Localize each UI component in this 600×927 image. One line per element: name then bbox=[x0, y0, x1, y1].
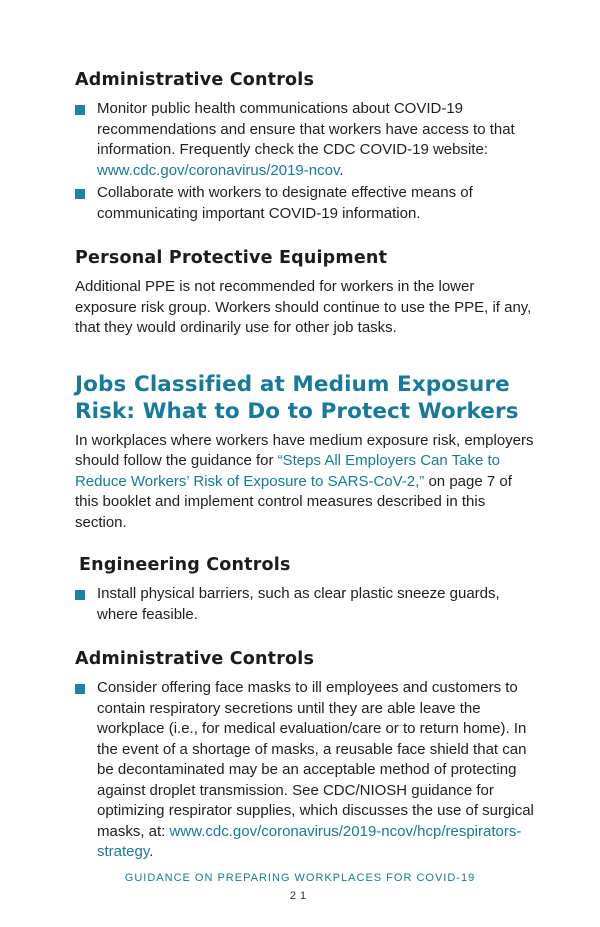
admin-controls-list-2 bbox=[75, 678, 535, 863]
cdc-covid-link[interactable]: www.cdc.gov/coronavirus/2019-ncov bbox=[97, 161, 340, 179]
list-item-text: Collaborate with workers to designate effective means of communicating important COVID-19 information. bbox=[97, 184, 473, 222]
ppe-heading: Personal Protective Equipment bbox=[75, 248, 388, 268]
square-bullet-icon bbox=[75, 189, 85, 199]
medium-risk-heading: Jobs Classified at Medium Exposure Risk: What to Do to Protect Workers bbox=[75, 371, 519, 424]
list-item bbox=[75, 584, 535, 625]
engineering-controls-list bbox=[75, 584, 535, 625]
list-item-text: Install physical barriers, such as clear plastic sneeze guards, where feasible. bbox=[97, 585, 500, 623]
list-item-text-end: . bbox=[339, 161, 344, 179]
list-item bbox=[75, 183, 535, 224]
list-item bbox=[75, 678, 535, 863]
ppe-paragraph: Additional PPE is not recommended for workers in the lower exposure risk group. Workers should continue to use the PPE, if any, that they would ordinarily use for other job tasks. bbox=[75, 278, 532, 336]
engineering-controls-heading: Engineering Controls bbox=[79, 555, 291, 575]
square-bullet-icon bbox=[75, 590, 85, 600]
admin-controls-list bbox=[75, 99, 535, 224]
square-bullet-icon bbox=[75, 684, 85, 694]
footer-title: GUIDANCE ON PREPARING WORKPLACES FOR COVID-19 bbox=[124, 872, 476, 884]
steps-all-employers-link[interactable]: “Steps All Employers Can Take to Reduce Workers’ Risk of Exposure to SARS-CoV-2,” bbox=[75, 452, 500, 490]
list-item bbox=[75, 99, 535, 181]
medium-risk-paragraph bbox=[75, 431, 535, 534]
list-item-text-end: . bbox=[149, 843, 154, 860]
square-bullet-icon bbox=[75, 105, 85, 115]
list-item-text: Consider offering face masks to ill employees and customers to contain respiratory secretions until they are able leave the workplace (i.e., for medical evaluation/care or to return home). In the event of a shortage of masks, a reusable face shield that can be decontaminated may be an acceptable method of protecting against droplet transmission. See CDC/NIOSH guidance for optimizing respirator supplies, which discusses the use of surgical masks, at: bbox=[97, 679, 534, 840]
admin-controls-heading: Administrative Controls bbox=[75, 70, 315, 90]
page-number: 21 bbox=[289, 890, 311, 902]
respirators-strategy-link[interactable]: www.cdc.gov/coronavirus/2019-ncov/hcp/respirators-strategy bbox=[97, 822, 522, 860]
admin-controls-heading-2: Administrative Controls bbox=[75, 649, 315, 669]
medium-risk-text-end: on page 7 of this booklet and implement control measures described in this section. bbox=[75, 472, 512, 531]
list-item-text: Monitor public health communications about COVID-19 recommendations and ensure that workers have access to that information. Frequently check the CDC COVID-19 website: bbox=[97, 100, 515, 158]
page-content bbox=[75, 70, 535, 865]
medium-risk-text: In workplaces where workers have medium exposure risk, employers should follow the guidance for bbox=[75, 431, 534, 469]
